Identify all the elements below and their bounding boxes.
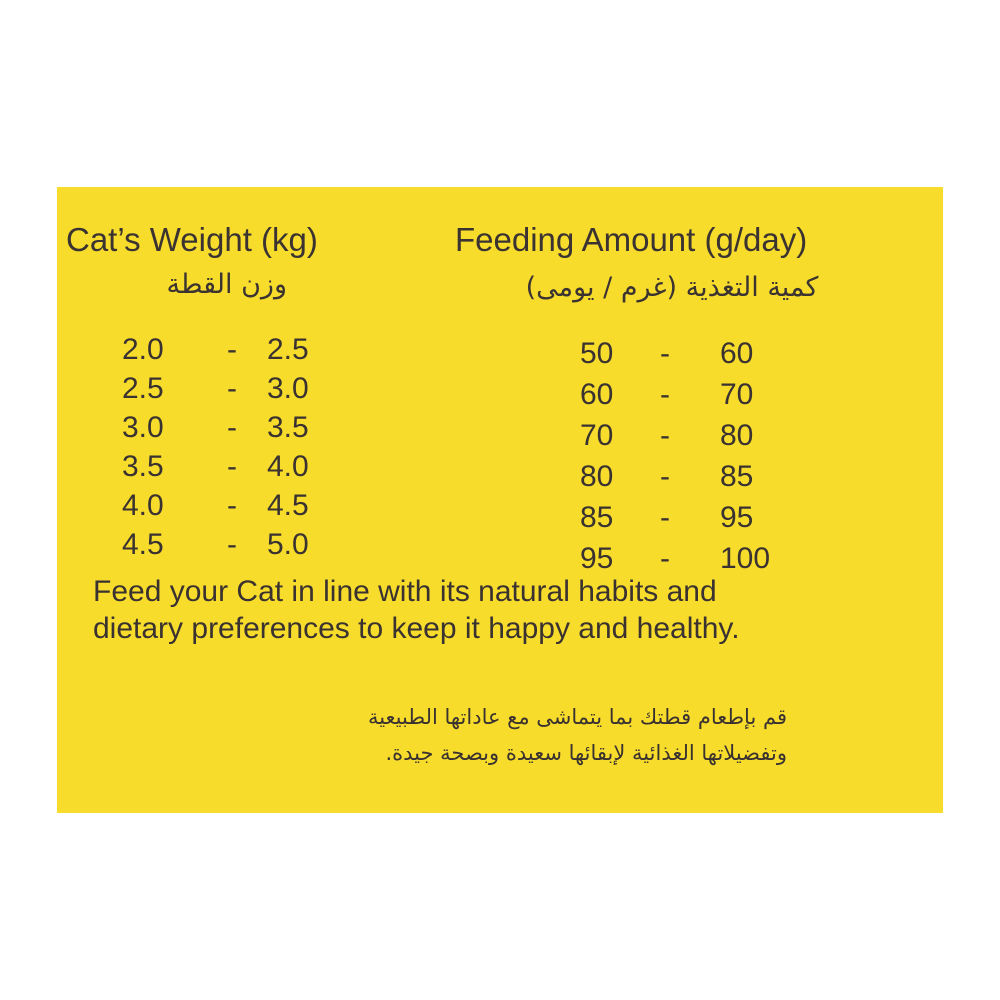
weight-row <box>122 408 309 447</box>
range-dash: - <box>227 489 237 522</box>
feeding-note-arabic: قم بإطعام قطتك بما يتماشى مع عاداتها الطبيعية وتفضيلاتها الغذائية لإبقائها سعيدة وبصحة جيدة. <box>367 705 787 765</box>
feeding-amount-header: Feeding Amount (g/day) <box>455 221 808 258</box>
range-dash: - <box>660 419 670 452</box>
feeding-from: 60 <box>580 378 614 411</box>
feeding-from: 85 <box>580 501 614 534</box>
weight-from: 2.5 <box>122 372 164 405</box>
weight-row <box>122 447 309 486</box>
range-dash: - <box>227 450 237 483</box>
feeding-to: 85 <box>720 460 754 493</box>
range-dash: - <box>227 333 237 366</box>
range-dash: - <box>660 501 670 534</box>
feeding-to: 100 <box>720 542 771 575</box>
range-dash: - <box>227 411 237 444</box>
weight-row <box>122 525 309 564</box>
feeding-row <box>580 416 770 457</box>
weight-from: 4.0 <box>122 489 164 522</box>
weight-row <box>122 369 309 408</box>
feeding-from: 95 <box>580 542 614 575</box>
weight-row <box>122 330 309 369</box>
weight-to: 4.0 <box>267 450 309 483</box>
feeding-to: 60 <box>720 337 754 370</box>
feeding-column <box>580 334 770 580</box>
weight-from: 2.0 <box>122 333 164 366</box>
feeding-guide-panel <box>57 187 943 813</box>
range-dash: - <box>660 460 670 493</box>
range-dash: - <box>660 542 670 575</box>
feeding-from: 50 <box>580 337 614 370</box>
weight-from: 3.0 <box>122 411 164 444</box>
feeding-to: 70 <box>720 378 754 411</box>
weight-to: 4.5 <box>267 489 309 522</box>
weight-column <box>122 330 309 564</box>
feeding-from: 80 <box>580 460 614 493</box>
range-dash: - <box>660 337 670 370</box>
weight-from: 4.5 <box>122 528 164 561</box>
weight-row <box>122 486 309 525</box>
range-dash: - <box>227 528 237 561</box>
weight-to: 5.0 <box>267 528 309 561</box>
feeding-to: 80 <box>720 419 754 452</box>
weight-to: 3.5 <box>267 411 309 444</box>
range-dash: - <box>227 372 237 405</box>
weight-from: 3.5 <box>122 450 164 483</box>
feeding-row <box>580 334 770 375</box>
feeding-to: 95 <box>720 501 754 534</box>
weight-header-arabic: وزن القطة <box>166 269 287 300</box>
feeding-row <box>580 457 770 498</box>
feeding-row <box>580 498 770 539</box>
feeding-note-english: Feed your Cat in line with its natural habits and dietary preferences to keep it happy and healthy. <box>93 575 740 645</box>
weight-to: 3.0 <box>267 372 309 405</box>
weight-header: Cat’s Weight (kg) <box>66 221 318 258</box>
feeding-from: 70 <box>580 419 614 452</box>
feeding-row <box>580 375 770 416</box>
weight-to: 2.5 <box>267 333 309 366</box>
range-dash: - <box>660 378 670 411</box>
feeding-amount-header-arabic: كمية التغذية (غرم / يومى) <box>525 272 819 303</box>
